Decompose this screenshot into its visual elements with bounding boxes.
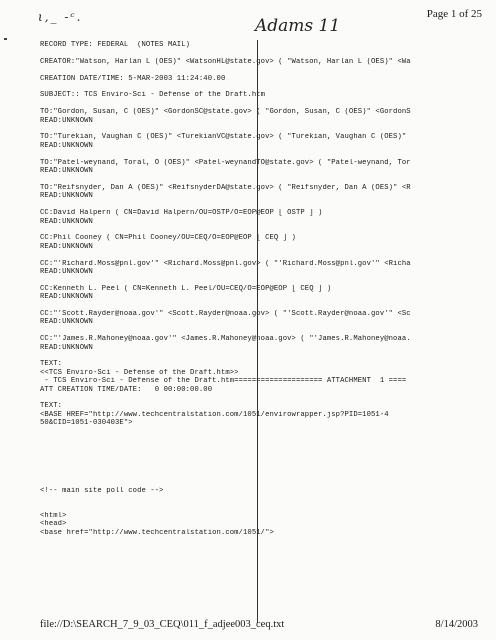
- document-line: READ:UNKNOWN: [40, 217, 93, 226]
- document-line: [40, 428, 495, 436]
- document-line: CC:"'Richard.Moss@pnl.gov'" <Richard.Moss@pnl.gov> ( "'Richard.Moss@pnl.gov'" <Richa: [40, 259, 411, 268]
- document-line: [40, 226, 495, 234]
- document-line: [40, 495, 495, 503]
- document-line: TO:"Patel-weynand, Toral, O (OES)" <Patel-weynandTO@state.gov> ( "Patel-weynand, Tor: [40, 158, 411, 167]
- document-line: READ:UNKNOWN: [40, 293, 93, 302]
- document-line: - TCS Enviro-Sci - Defense of the Draft.htm==================== ATTACHMENT 1 ====: [40, 377, 407, 386]
- footer-file-path: file://D:\SEARCH_7_9_03_CEQ\011_f_adjee003_ceq.txt: [40, 619, 285, 630]
- document-line: TEXT:: [40, 360, 63, 369]
- document-line: [40, 251, 495, 259]
- document-line: TEXT:: [40, 402, 63, 411]
- document-line: CREATOR:"Watson, Harlan L (OES)" <WatsonHL@state.gov> ( "Watson, Harlan L (OES)" <Wa: [40, 57, 411, 66]
- document-line: CC:"'Scott.Rayder@noaa.gov'" <Scott.Rayder@noaa.gov> ( "'Scott.Rayder@noaa.gov'" <Sc: [40, 310, 411, 318]
- document-line: READ:UNKNOWN: [40, 267, 93, 276]
- document-line: CC:Kenneth L. Peel ( CN=Kenneth L. Peel/OU=CEQ/O=EOP@EOP [ CEQ ] ): [40, 284, 332, 293]
- document-line: <html>: [40, 511, 67, 520]
- document-line: [40, 302, 495, 310]
- document-line: READ:UNKNOWN: [40, 141, 93, 150]
- document-line: [40, 327, 495, 335]
- document-line: [40, 394, 495, 402]
- document-line: [40, 503, 495, 511]
- document-line: READ:UNKNOWN: [40, 116, 93, 125]
- document-line: [40, 125, 495, 133]
- margin-tick-mark: [4, 38, 7, 40]
- document-line: [40, 150, 495, 158]
- document-line: [40, 83, 495, 91]
- document-line: CC:"'James.R.Mahoney@noaa.gov'" <James.R.Mahoney@noaa.gov> ( "'James.R.Mahoney@noaa.: [40, 335, 411, 344]
- document-line: RECORD TYPE: FEDERAL (NOTES MAIL): [40, 41, 191, 49]
- document-line: [40, 352, 495, 360]
- document-line: [40, 436, 495, 444]
- handwritten-mark-left: ι,_ -ᶜ.: [38, 10, 83, 24]
- document-line: [40, 201, 495, 209]
- document-line: <!-- main site poll code -->: [40, 486, 164, 495]
- page-number: Page 1 of 25: [426, 8, 482, 20]
- document-line: CC:David Halpern ( CN=David Halpern/OU=OSTP/O=EOP@EOP [ OSTP ] ): [40, 209, 323, 218]
- document-line: [40, 461, 495, 469]
- document-line: [40, 66, 495, 74]
- footer-date: 8/14/2003: [435, 619, 478, 630]
- document-line: SUBJECT:: TCS Enviro-Sci - Defense of the Draft.htm: [40, 91, 266, 100]
- document-line: READ:UNKNOWN: [40, 242, 93, 251]
- document-line: TO:"Reifsnyder, Dan A (OES)" <ReifsnyderDA@state.gov> ( "Reifsnyder, Dan A (OES)" <R: [40, 183, 411, 192]
- document-line: TO:"Gordon, Susan, C (OES)" <GordonSC@state.gov> ( "Gordon, Susan, C (OES)" <GordonS: [40, 108, 411, 117]
- document-line: [40, 478, 495, 486]
- document-line: [40, 445, 495, 453]
- document-line: CREATION DATE/TIME: 5-MAR-2003 11:24:40.00: [40, 74, 226, 83]
- document-line: CC:Phil Cooney ( CN=Phil Cooney/OU=CEQ/O=EOP@EOP [ CEQ ] ): [40, 234, 296, 243]
- document-line: TO:"Turekian, Vaughan C (OES)" <TurekianVC@state.gov> ( "Turekian, Vaughan C (OES)": [40, 133, 407, 142]
- document-line: <head>: [40, 520, 67, 529]
- document-line: [40, 176, 495, 184]
- document-line: READ:UNKNOWN: [40, 167, 93, 176]
- handwritten-annotation: Adams 11: [255, 16, 341, 36]
- document-line: [40, 100, 495, 108]
- document-line: ATT CREATION TIME/DATE: 0 00:00:00.00: [40, 385, 213, 394]
- document-line: <BASE HREF="http://www.techcentralstation.com/1051/envirowrapper.jsp?PID=1051-4: [40, 410, 389, 419]
- email-record-body: [40, 41, 495, 537]
- document-line: READ:UNKNOWN: [40, 318, 93, 327]
- document-line: [40, 470, 495, 478]
- document-line: READ:UNKNOWN: [40, 343, 93, 352]
- document-line: 50&CID=1051-030403E">: [40, 419, 133, 428]
- document-line: [40, 453, 495, 461]
- document-line: <base href="http://www.techcentralstation.com/1051/">: [40, 528, 274, 537]
- document-line: [40, 49, 495, 57]
- document-line: <<TCS Enviro-Sci - Defense of the Draft.htm>>: [40, 368, 239, 377]
- document-line: READ:UNKNOWN: [40, 192, 93, 201]
- document-line: [40, 276, 495, 284]
